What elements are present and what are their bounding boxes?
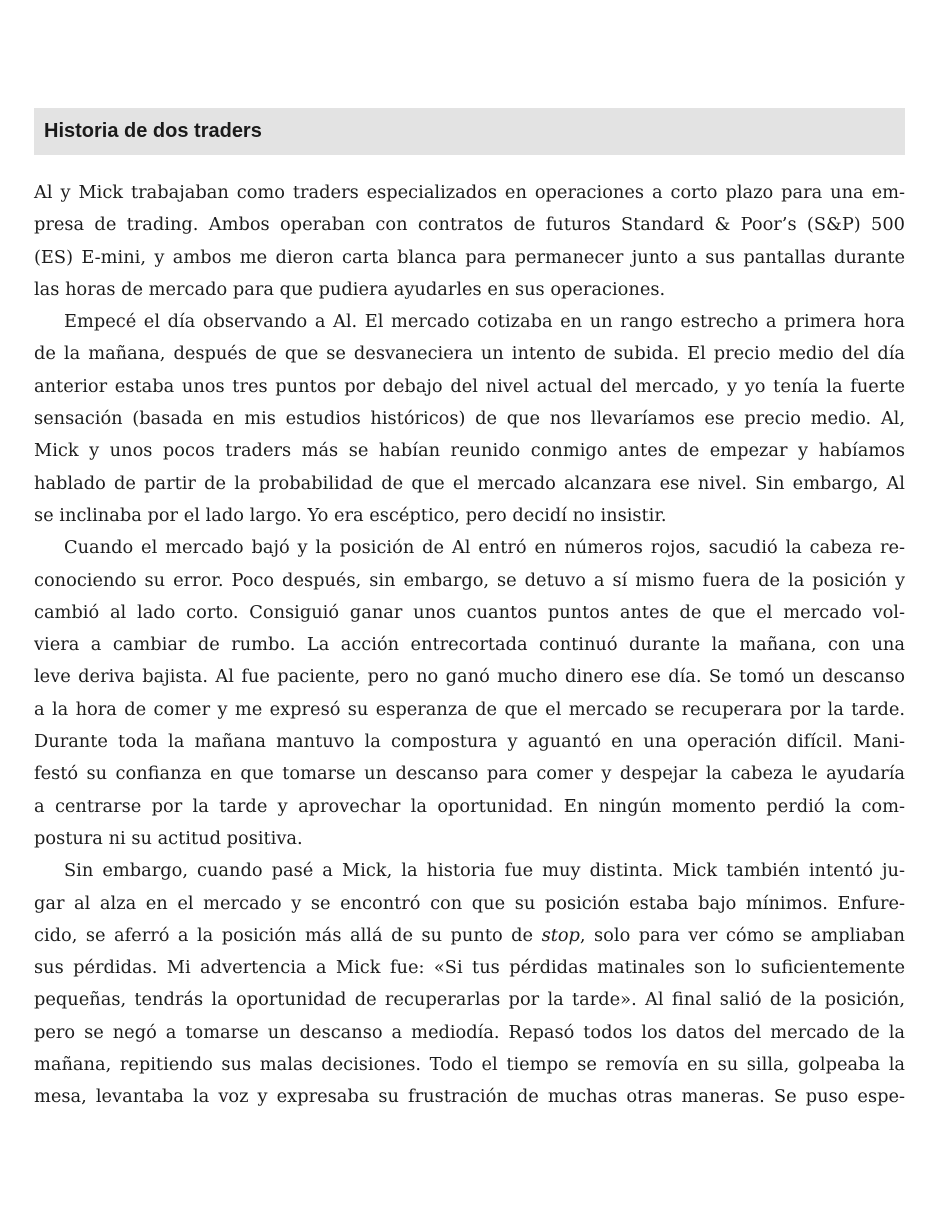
section-title: Historia de dos traders (44, 120, 262, 142)
text-line: Cuando el mercado bajó y la posición de Al entró en números rojos, sacudió la cabeza re- (64, 537, 905, 559)
paragraph-2 (34, 306, 905, 532)
paragraph-1 (34, 177, 905, 306)
text-line: (ES) E-mini, y ambos me dieron carta blanca para permanecer junto a sus pantallas durante (34, 246, 905, 268)
text-line: pero se negó a tomarse un descanso a mediodía. Repasó todos los datos del mercado de la (34, 1021, 905, 1043)
text-line: sus pérdidas. Mi advertencia a Mick fue: «Si tus pérdidas matinales son lo suficientemente (34, 957, 905, 979)
text-line: de la mañana, después de que se desvaneciera un intento de subida. El precio medio del día (34, 343, 905, 365)
text-line: cido, se aferró a la posición más allá de su punto de stop, solo para ver cómo se ampliaban (34, 924, 905, 946)
text-line: Durante toda la mañana mantuvo la compostura y aguantó en una operación difícil. Mani- (34, 731, 905, 753)
text-line: Al y Mick trabajaban como traders especializados en operaciones a corto plazo para una em- (34, 182, 905, 203)
text-line: sensación (basada en mis estudios históricos) de que nos llevaríamos ese precio medio. Al, (34, 408, 905, 430)
paragraph-3 (34, 532, 905, 855)
italic-term: stop (541, 924, 580, 946)
text-line: a la hora de comer y me expresó su esperanza de que el mercado se recuperara por la tarde. (34, 698, 905, 720)
text-line: anterior estaba unos tres puntos por debajo del nivel actual del mercado, y yo tenía la fuerte (34, 375, 905, 397)
text-line: presa de trading. Ambos operaban con contratos de futuros Standard & Poor’s (S&P) 500 (34, 214, 905, 236)
text-line: pequeñas, tendrás la oportunidad de recuperarlas por la tarde». Al final salió de la posición, (34, 989, 905, 1011)
body-text (34, 177, 905, 1114)
text-line: gar al alza en el mercado y se encontró con que su posición estaba bajo mínimos. Enfure- (34, 892, 905, 914)
text-line: las horas de mercado para que pudiera ayudarles en sus operaciones. (34, 278, 666, 300)
text-line: viera a cambiar de rumbo. La acción entrecortada continuó durante la mañana, con una (34, 634, 905, 656)
text-line: Mick y unos pocos traders más se habían reunido conmigo antes de empezar y habíamos (34, 440, 905, 462)
text-line: cambió al lado corto. Consiguió ganar unos cuantos puntos antes de que el mercado vol- (34, 601, 905, 623)
text-line: festó su confianza en que tomarse un descanso para comer y despejar la cabeza le ayudaría (34, 763, 905, 785)
text-line: a centrarse por la tarde y aprovechar la oportunidad. En ningún momento perdió la com- (34, 795, 905, 817)
text-line: hablado de partir de la probabilidad de que el mercado alcanzara ese nivel. Sin embargo, Al (34, 472, 905, 494)
book-page (34, 108, 905, 1114)
text-line: Empecé el día observando a Al. El mercado cotizaba en un rango estrecho a primera hora (64, 311, 905, 333)
section-heading (34, 108, 905, 155)
text-line: postura ni su actitud positiva. (34, 827, 303, 849)
text-line: se inclinaba por el lado largo. Yo era escéptico, pero decidí no insistir. (34, 504, 667, 526)
text-line: mañana, repitiendo sus malas decisiones. Todo el tiempo se removía en su silla, golpeaba la (34, 1054, 905, 1076)
text-line: mesa, levantaba la voz y expresaba su frustración de muchas otras maneras. Se puso espe- (34, 1086, 905, 1108)
text-line: Sin embargo, cuando pasé a Mick, la historia fue muy distinta. Mick también intentó ju- (64, 860, 905, 882)
paragraph-4 (34, 855, 905, 1113)
text-line: conociendo su error. Poco después, sin embargo, se detuvo a sí mismo fuera de la posición y (34, 569, 905, 591)
text-line: leve deriva bajista. Al fue paciente, pero no ganó mucho dinero ese día. Se tomó un descanso (34, 666, 905, 688)
